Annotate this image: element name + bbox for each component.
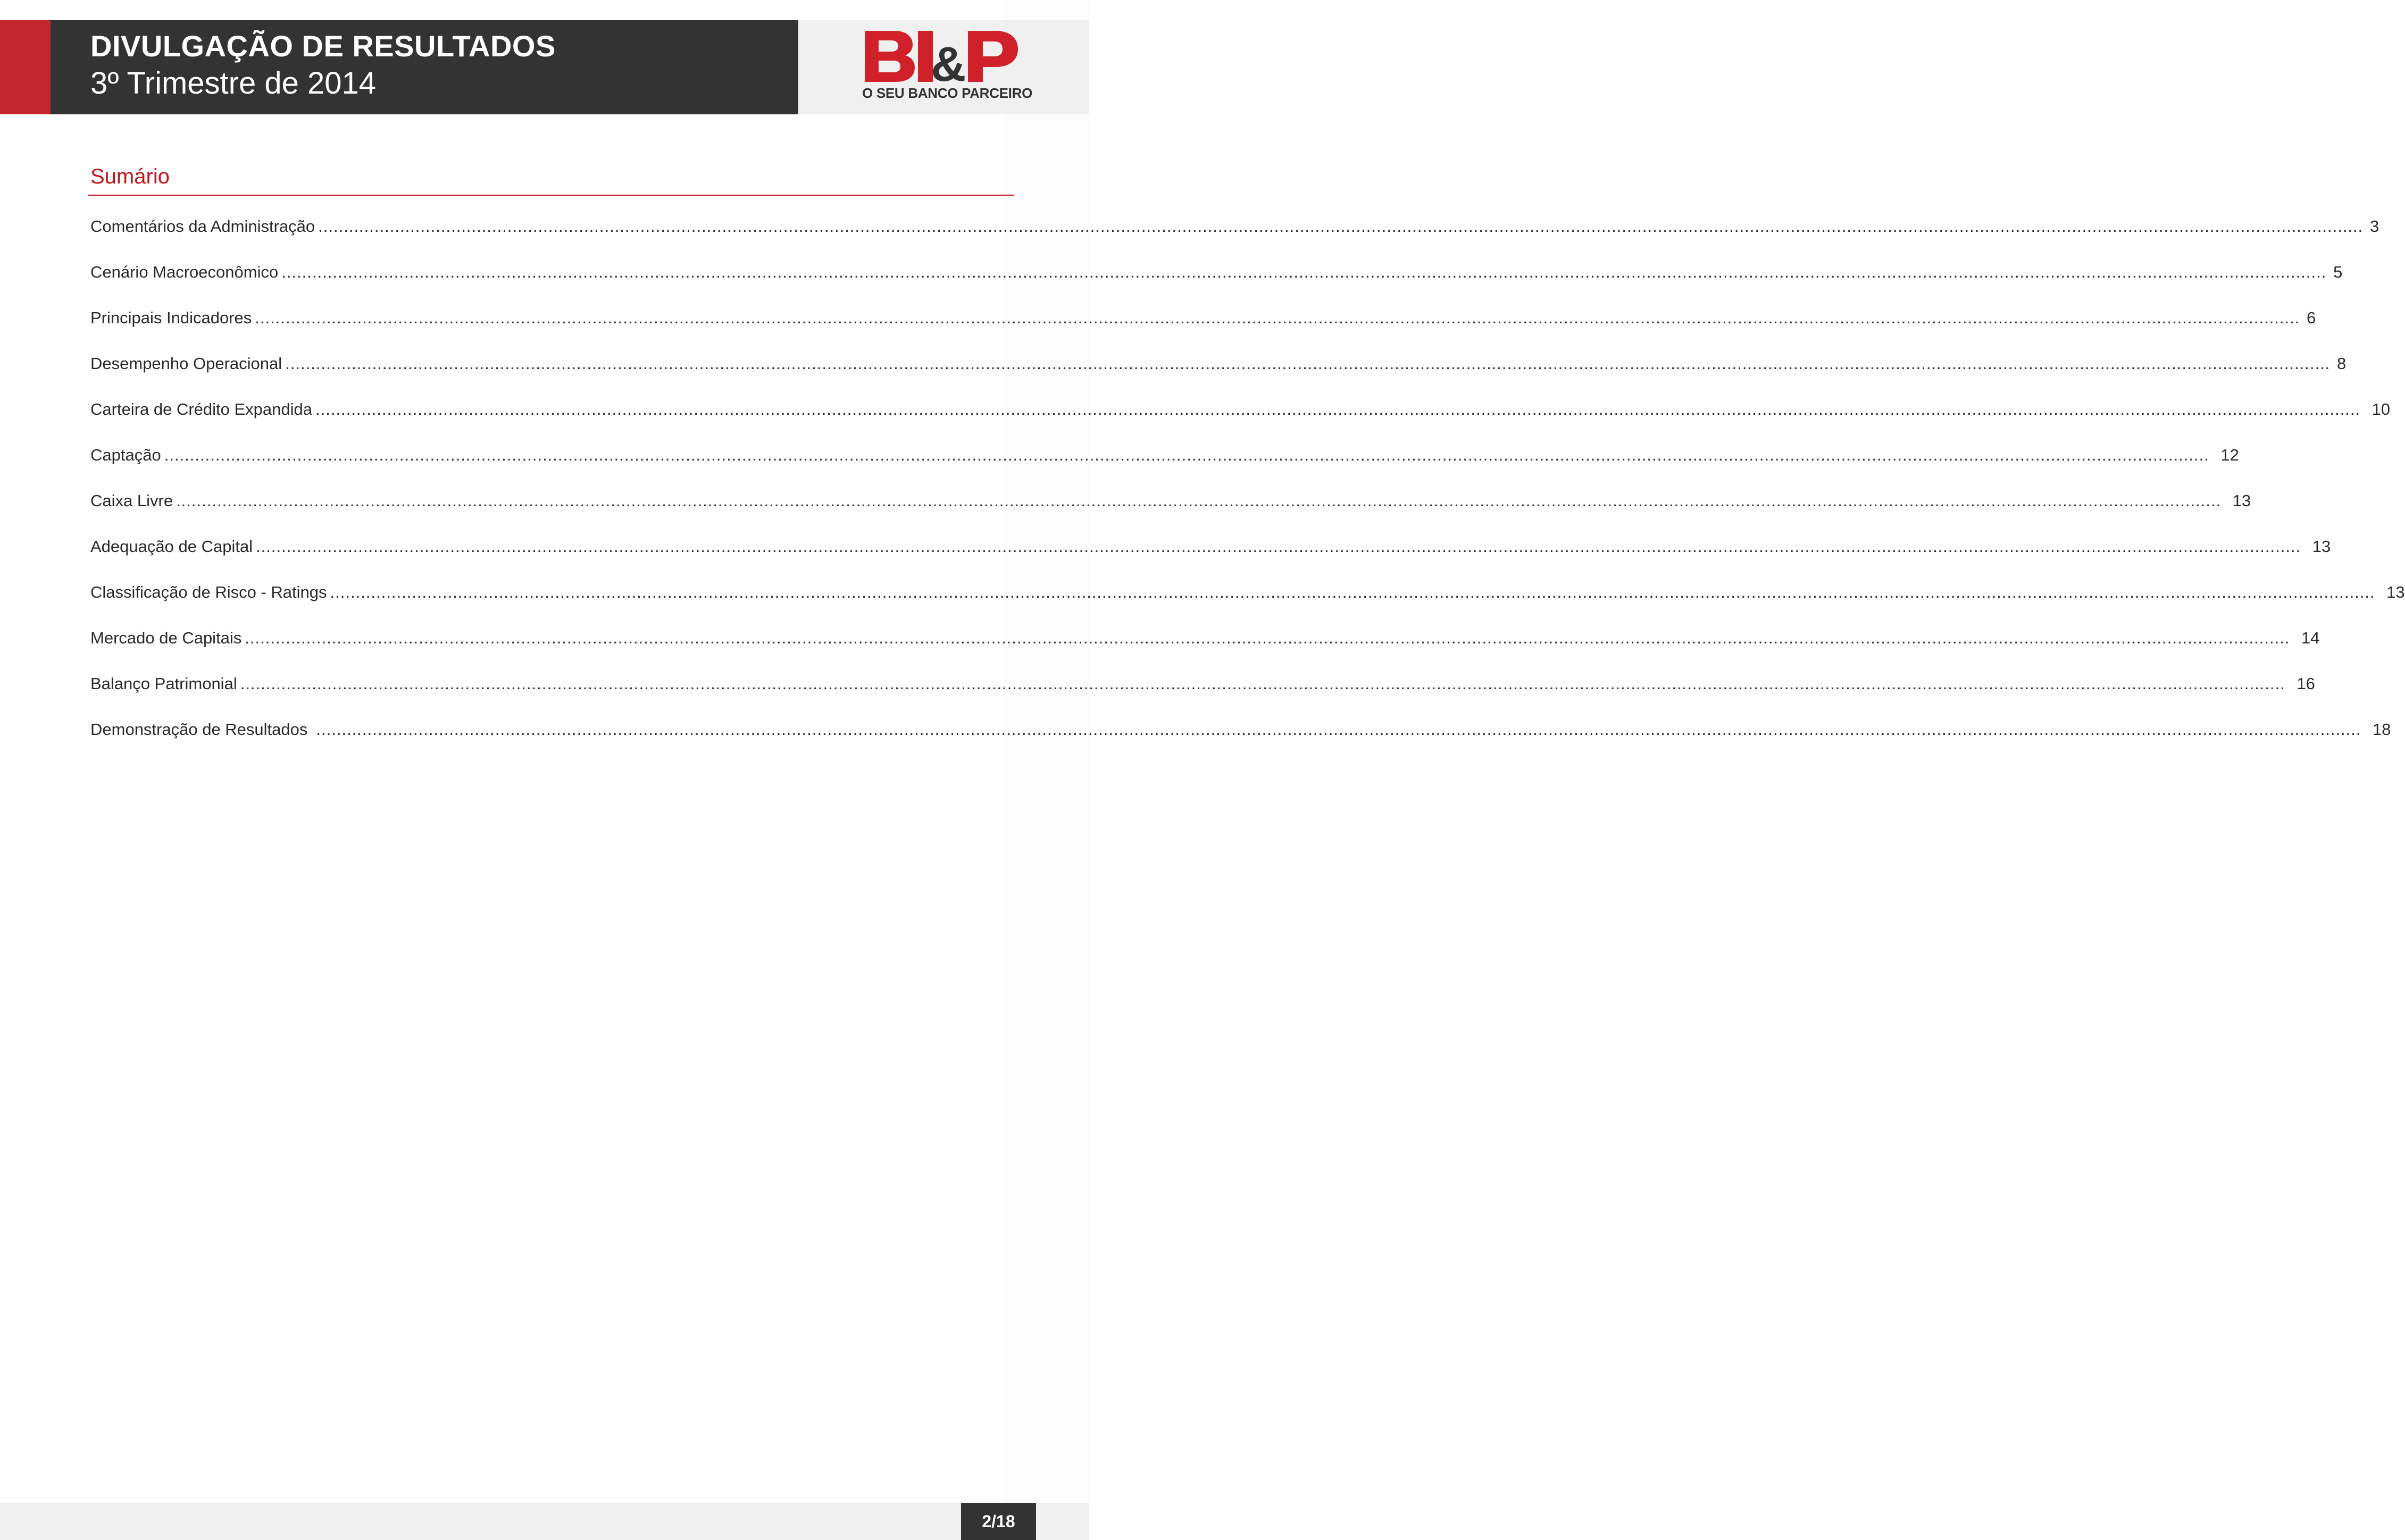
toc-entry-label: Captação [90,446,161,464]
toc-entry-page: 13 [2312,537,2331,556]
bip-logo [863,28,1022,91]
toc-heading: Sumário [90,165,170,188]
header-accent-stripe [0,20,51,114]
toc-entry-page: 14 [2301,629,2320,647]
toc-leader-dots: ................................................................................................................................................................................................................................................................................................................................................................................................................ [256,537,2301,556]
toc-entry-page: 8 [2337,354,2346,373]
toc-leader-dots: ................................................................................................................................................................................................................................................................................................................................................................................................................ [176,491,2222,510]
toc-entry[interactable] [90,716,2391,761]
toc-leader-dots: ................................................................................................................................................................................................................................................................................................................................................................................................................ [318,217,2364,236]
footer-bar [0,1503,1089,1540]
document-subtitle: 3º Trimestre de 2014 [90,66,377,101]
toc-leader-dots: ................................................................................................................................................................................................................................................................................................................................................................................................................ [255,308,2300,327]
toc-entry-page: 16 [2297,674,2315,693]
toc-entry-label: Desempenho Operacional [90,354,282,373]
toc-entry-page: 10 [2371,400,2391,419]
toc-entry-label: Balanço Patrimonial [90,674,237,693]
logo-tagline: O SEU BANCO PARCEIRO [862,85,1032,101]
toc-entry[interactable] [90,670,2315,716]
toc-entry-page: 12 [2220,446,2239,464]
toc-leader-dots: ................................................................................................................................................................................................................................................................................................................................................................................................................ [330,583,2375,601]
toc-entry[interactable] [90,624,2320,670]
toc-entry[interactable] [90,441,2239,487]
toc-entry[interactable] [90,258,2343,304]
toc-leader-dots: ................................................................................................................................................................................................................................................................................................................................................................................................................ [285,354,2331,373]
toc-entry[interactable] [90,213,2379,258]
page-indicator: 2/18 [961,1503,1036,1540]
toc-leader-dots: ................................................................................................................................................................................................................................................................................................................................................................................................................ [164,446,2209,464]
toc-leader-dots: ................................................................................................................................................................................................................................................................................................................................................................................................................ [281,263,2327,281]
toc-entry[interactable] [90,304,2316,350]
toc-entry-page: 18 [2373,720,2391,739]
document-title: DIVULGAÇÃO DE RESULTADOS [90,29,556,63]
toc-leader-dots: ................................................................................................................................................................................................................................................................................................................................................................................................................ [316,720,2361,739]
toc-entry-page: 13 [2232,491,2251,510]
toc-entry-label: Principais Indicadores [90,308,252,327]
svg-text:&: & [931,37,966,91]
table-of-contents [90,213,2405,761]
toc-entry-label: Adequação de Capital [90,537,253,556]
toc-entry-label: Mercado de Capitais [90,629,242,647]
toc-leader-dots: ................................................................................................................................................................................................................................................................................................................................................................................................................ [245,629,2290,647]
toc-entry[interactable] [90,579,2405,624]
toc-entry-page: 6 [2307,308,2316,327]
toc-divider [88,195,1014,196]
toc-entry-label: Cenário Macroeconômico [90,263,279,281]
toc-entry[interactable] [90,350,2346,396]
toc-entry-label: Classificação de Risco - Ratings [90,583,327,601]
toc-entry-page: 3 [2370,217,2379,236]
toc-entry-page: 13 [2386,583,2405,601]
toc-entry[interactable] [90,533,2331,579]
toc-leader-dots: ................................................................................................................................................................................................................................................................................................................................................................................................................ [315,400,2361,419]
toc-entry-label: Comentários da Administração [90,217,315,236]
toc-entry-label: Caixa Livre [90,491,173,510]
toc-entry-label: Demonstração de Resultados [90,720,308,739]
toc-entry-label: Carteira de Crédito Expandida [90,400,313,419]
toc-entry-page: 5 [2333,263,2343,281]
toc-leader-dots: ................................................................................................................................................................................................................................................................................................................................................................................................................ [240,674,2285,693]
toc-entry[interactable] [90,487,2251,533]
toc-entry[interactable] [90,396,2391,441]
